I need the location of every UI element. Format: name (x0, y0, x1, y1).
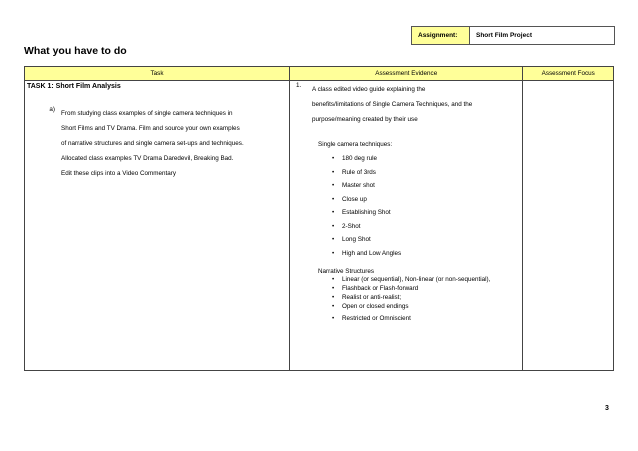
assignment-box (411, 26, 615, 45)
camera-title: Single camera techniques: (318, 141, 393, 148)
page-number: 3 (605, 405, 609, 412)
narrative-item: • Open or closed endings (332, 303, 522, 311)
evidence-line: benefits/limitations of Single Camera Techniques, and the (312, 101, 473, 108)
page-heading: What you have to do (24, 45, 127, 57)
evidence-cell (290, 82, 523, 371)
task-line: Allocated class examples TV Drama Daredevil, Breaking Bad. (61, 155, 234, 162)
narrative-item: • Linear (or sequential), Non-linear (or non-sequential), (332, 276, 512, 284)
task-line: From studying class examples of single camera techniques in (61, 110, 233, 117)
task-line: Short Films and TV Drama. Film and source your own examples (61, 125, 240, 132)
camera-item: • High and Low Angles (332, 247, 522, 261)
task-table (24, 66, 614, 371)
narrative-item: • Realist or anti-realist; (332, 294, 522, 302)
task-line: Edit these clips into a Video Commentary (61, 170, 177, 177)
task-line: of narrative structures and single camera set-ups and techniques. (61, 140, 244, 147)
camera-item: • Master shot (332, 179, 522, 193)
evidence-line: purpose/meaning created by their use (312, 116, 418, 123)
focus-cell (523, 92, 614, 371)
task-cell (25, 92, 290, 371)
camera-item: • 180 deg rule (332, 152, 522, 166)
header-focus: Assessment Focus (523, 67, 614, 81)
evidence-line: A class edited video guide explaining the (312, 86, 426, 93)
camera-item: • Long Shot (332, 233, 522, 247)
header-evidence: Assessment Evidence (290, 67, 523, 81)
camera-item: • 2-Shot (332, 220, 522, 234)
assignment-value: Short Film Project (476, 32, 532, 39)
camera-item: • Establishing Shot (332, 206, 522, 220)
narrative-title: Narrative Structures (318, 268, 374, 275)
narrative-item: • Flashback or Flash-forward (332, 285, 522, 293)
task-letter: a) (49, 106, 55, 113)
evidence-number: 1. (296, 82, 302, 89)
camera-item: • Close up (332, 193, 522, 207)
header-task: Task (25, 67, 290, 81)
assignment-label: Assignment: (412, 27, 470, 44)
task-title: TASK 1: Short Film Analysis (27, 83, 121, 90)
camera-item: • Rule of 3rds (332, 166, 522, 180)
narrative-item: • Restricted or Omniscient (332, 315, 522, 323)
